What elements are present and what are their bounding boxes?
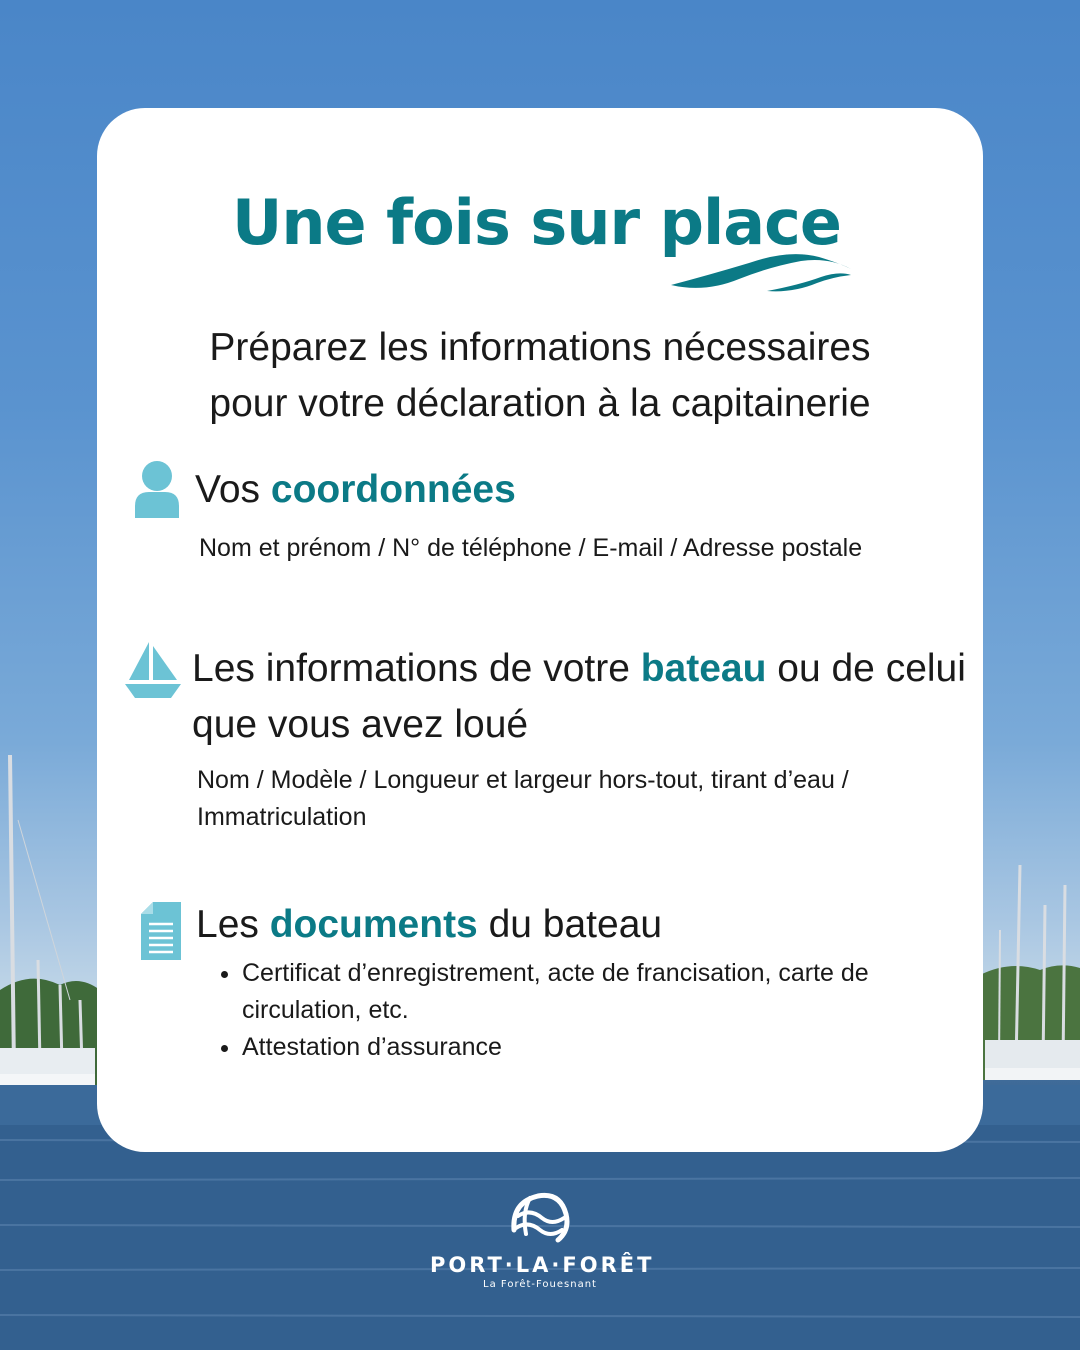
wave-decoration [669, 241, 853, 295]
subtitle [97, 320, 983, 432]
logo-emblem-icon [508, 1190, 572, 1246]
subtitle-line-1: Préparez les informations nécessaires [209, 326, 871, 369]
sailboat-icon [125, 640, 181, 700]
section-title-bateau: Les informations de votre bateau ou de celui que vous avez loué [192, 647, 966, 746]
list-item: Certificat d’enregistrement, acte de francisation, carte de circulation, etc. [242, 955, 942, 1029]
section-title-coordonnees: Vos coordonnées [195, 468, 516, 511]
logo-name: PORT·LA·FORÊT [430, 1253, 655, 1277]
bullet-icon [221, 1045, 228, 1052]
highlight-coordonnees: coordonnées [270, 468, 516, 511]
logo-subtitle: La Forêt-Fouesnant [483, 1279, 597, 1290]
person-icon [133, 460, 181, 518]
document-icon [141, 902, 181, 960]
info-card [97, 108, 983, 1152]
page-title: Une fois sur place [232, 186, 841, 259]
highlight-documents: documents [269, 903, 478, 946]
highlight-bateau: bateau [640, 647, 767, 690]
subtitle-line-2: pour votre déclaration à la capitainerie [209, 382, 871, 425]
section-text-coordonnees: Nom et prénom / N° de téléphone / E-mail / Adresse postale [199, 534, 863, 562]
list-item: Attestation d’assurance [242, 1029, 942, 1066]
section-title-documents: Les documents du bateau [196, 903, 663, 946]
section-text-bateau: Nom / Modèle / Longueur et largeur hors-tout, tirant d’eau / Immatriculation [197, 766, 849, 831]
port-la-foret-logo[interactable] [430, 1190, 655, 1290]
documents-list [242, 955, 942, 1066]
bullet-icon [221, 971, 228, 978]
